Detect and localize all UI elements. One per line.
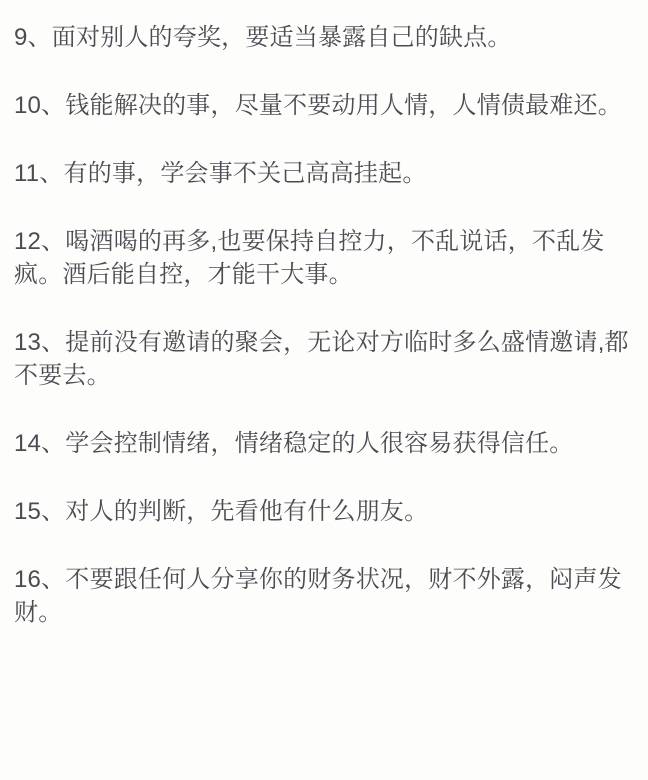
list-item-15: 15、对人的判断，先看他有什么朋友。: [14, 498, 429, 525]
list-item-10: 10、钱能解决的事，尽量不要动用人情，人情债最难还。: [14, 92, 622, 119]
list-item-11: 11、有的事，学会事不关己高高挂起。: [14, 160, 427, 187]
list-item-14: 14、学会控制情绪，情绪稳定的人很容易获得信任。: [14, 430, 574, 457]
list-item-16: 16、不要跟任何人分享你的财务状况，财不外露，闷声发财。: [14, 566, 622, 626]
list-item-13: 13、提前没有邀请的聚会，无论对方临时多么盛情邀请,都不要去。: [14, 329, 629, 389]
list-item-12: 12、喝酒喝的再多,也要保持自控力，不乱说话，不乱发疯。酒后能自控，才能干大事。: [14, 228, 605, 288]
list-item-9: 9、面对别人的夸奖，要适当暴露自己的缺点。: [14, 24, 512, 51]
